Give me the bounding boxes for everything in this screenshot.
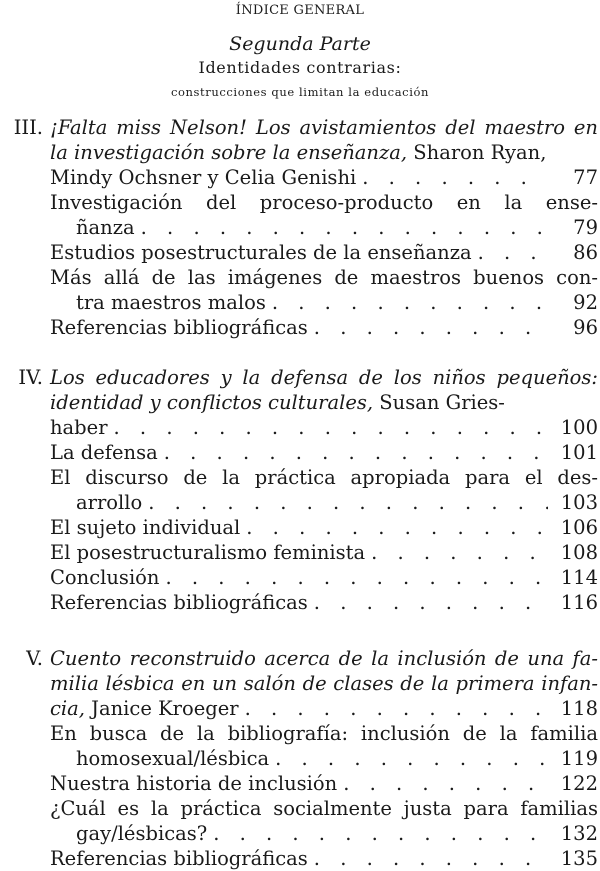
chapter-title-line[interactable]: [50, 115, 598, 140]
chapter-authors: haber: [50, 416, 108, 439]
section-entry[interactable]: [50, 465, 600, 515]
chapter-title-line[interactable]: [50, 671, 598, 696]
dot-leader: [356, 165, 548, 190]
chapter-entry: [0, 115, 600, 340]
section-title: homosexual/lésbica: [76, 747, 270, 770]
dot-leader: [159, 565, 548, 590]
page-number: 119: [560, 747, 598, 770]
section-title: tra maestros malos: [76, 291, 266, 314]
chapter-entry: [0, 646, 600, 871]
page-number: 135: [560, 847, 598, 870]
section-title: ¿Cuál es la práctica socialmente justa para familias: [50, 797, 598, 820]
part-subtitle-line1: Identidades contrarias:: [198, 58, 402, 77]
part-title: Segunda Parte: [229, 33, 371, 55]
running-head: ÍNDICE GENERAL: [235, 3, 365, 18]
section-line: [50, 515, 600, 540]
dot-leader: [337, 771, 548, 796]
chapter-authors: Susan Gries-: [373, 391, 505, 414]
chapter-title-text: cia,: [50, 697, 85, 720]
chapter-title-line[interactable]: [50, 165, 600, 190]
dot-leader: [142, 490, 548, 515]
section-line: [50, 490, 600, 515]
page-number: 96: [573, 316, 598, 339]
chapter-title-line[interactable]: [50, 696, 600, 721]
dot-leader: [308, 846, 548, 871]
page-header: [0, 3, 600, 99]
chapter-title-line[interactable]: [50, 390, 600, 415]
chapter-title-line[interactable]: [50, 415, 600, 440]
section-entry[interactable]: [50, 515, 600, 540]
chapter-title-line[interactable]: [50, 646, 598, 671]
section-entry[interactable]: [50, 796, 600, 846]
section-line: [50, 540, 600, 565]
page-number: 79: [573, 216, 598, 239]
chapter-entry: [0, 365, 600, 615]
section-line: [50, 590, 600, 615]
section-entry[interactable]: [50, 190, 600, 240]
section-title: Estudios posestructurales de la enseñanza: [50, 241, 472, 264]
section-title: En busca de la bibliografía: inclusión de la familia: [50, 722, 598, 745]
page-number: 114: [560, 566, 598, 589]
section-line: [50, 746, 600, 771]
section-entry[interactable]: [50, 440, 600, 465]
section-line: [50, 215, 600, 240]
chapter-title-text: milia lésbica en un salón de clases de la primera infan-: [50, 672, 598, 695]
chapter-title-text: Los educadores y la defensa de los niños pequeños:: [50, 366, 598, 389]
section-title: Investigación del proceso-producto en la ense-: [50, 191, 598, 214]
page-number: 106: [560, 516, 598, 539]
chapter-authors: Janice Kroeger: [84, 697, 239, 720]
section-entry[interactable]: [50, 771, 600, 796]
dot-leader: [108, 415, 548, 440]
section-title: Referencias bibliográficas: [50, 847, 308, 870]
section-entry[interactable]: [50, 315, 600, 340]
section-line: [50, 290, 600, 315]
section-title: gay/lésbicas?: [76, 822, 208, 845]
section-title: El sujeto individual: [50, 516, 241, 539]
section-title: La defensa: [50, 441, 158, 464]
chapter-title-text: ¡Falta miss Nelson! Los avistamientos del maestro en: [50, 116, 598, 139]
chapter-title-line[interactable]: [50, 365, 598, 390]
section-title: Referencias bibliográficas: [50, 316, 308, 339]
chapter-number: III.: [13, 116, 43, 139]
page-number: 100: [560, 416, 598, 439]
dot-leader: [266, 290, 548, 315]
section-entry[interactable]: [50, 240, 600, 265]
dot-leader: [239, 696, 548, 721]
section-title: ñanza: [76, 216, 135, 239]
chapter-title-text: identidad y conflictos culturales,: [50, 391, 374, 414]
section-title: El posestructuralismo feminista: [50, 541, 366, 564]
chapter-authors: Mindy Ochsner y Celia Genishi: [50, 166, 357, 189]
page-number: 92: [573, 291, 598, 314]
dot-leader: [240, 515, 548, 540]
table-of-contents: [0, 115, 600, 871]
dot-leader: [365, 540, 548, 565]
section-line: [50, 565, 600, 590]
section-title: El discurso de la práctica apropiada para el des-: [50, 466, 598, 489]
dot-leader: [158, 440, 548, 465]
section-title: Conclusión: [50, 566, 160, 589]
dot-leader: [308, 315, 548, 340]
page-number: 118: [560, 697, 598, 720]
part-subtitle-line2: construcciones que limitan la educación: [170, 85, 430, 99]
chapter-title-line[interactable]: [50, 140, 600, 165]
section-line: [50, 240, 600, 265]
page-number: 103: [560, 491, 598, 514]
page-number: 122: [560, 772, 598, 795]
page-number: 116: [560, 591, 598, 614]
dot-leader: [472, 240, 548, 265]
dot-leader: [135, 215, 548, 240]
dot-leader: [308, 590, 548, 615]
section-title: Referencias bibliográficas: [50, 591, 308, 614]
page-number: 86: [573, 241, 598, 264]
section-title: Más allá de las imágenes de maestros buenos con-: [50, 266, 598, 289]
chapter-title-text: la investigación sobre la enseñanza,: [50, 141, 408, 164]
section-line: [50, 315, 600, 340]
page-number: 132: [560, 822, 598, 845]
section-entry[interactable]: [50, 590, 600, 615]
section-line: [50, 846, 600, 871]
section-line: [50, 771, 600, 796]
section-title: Nuestra historia de inclusión: [50, 772, 338, 795]
chapter-authors: Sharon Ryan,: [407, 141, 547, 164]
section-entry[interactable]: [50, 540, 600, 565]
chapter-number: IV.: [18, 366, 43, 389]
section-line: [50, 821, 600, 846]
page-number: 101: [560, 441, 598, 464]
section-entry[interactable]: [50, 265, 600, 315]
section-entry[interactable]: [50, 565, 600, 590]
dot-leader: [207, 821, 548, 846]
chapter-title-text: Cuento reconstruido acerca de la inclusión de una fa-: [50, 647, 598, 670]
dot-leader: [269, 746, 548, 771]
page-number: 77: [573, 166, 598, 189]
section-entry[interactable]: [50, 846, 600, 871]
chapter-number: V.: [26, 647, 43, 670]
section-entry[interactable]: [50, 721, 600, 771]
section-line: [50, 440, 600, 465]
page-number: 108: [560, 541, 598, 564]
section-title: arrollo: [76, 491, 143, 514]
